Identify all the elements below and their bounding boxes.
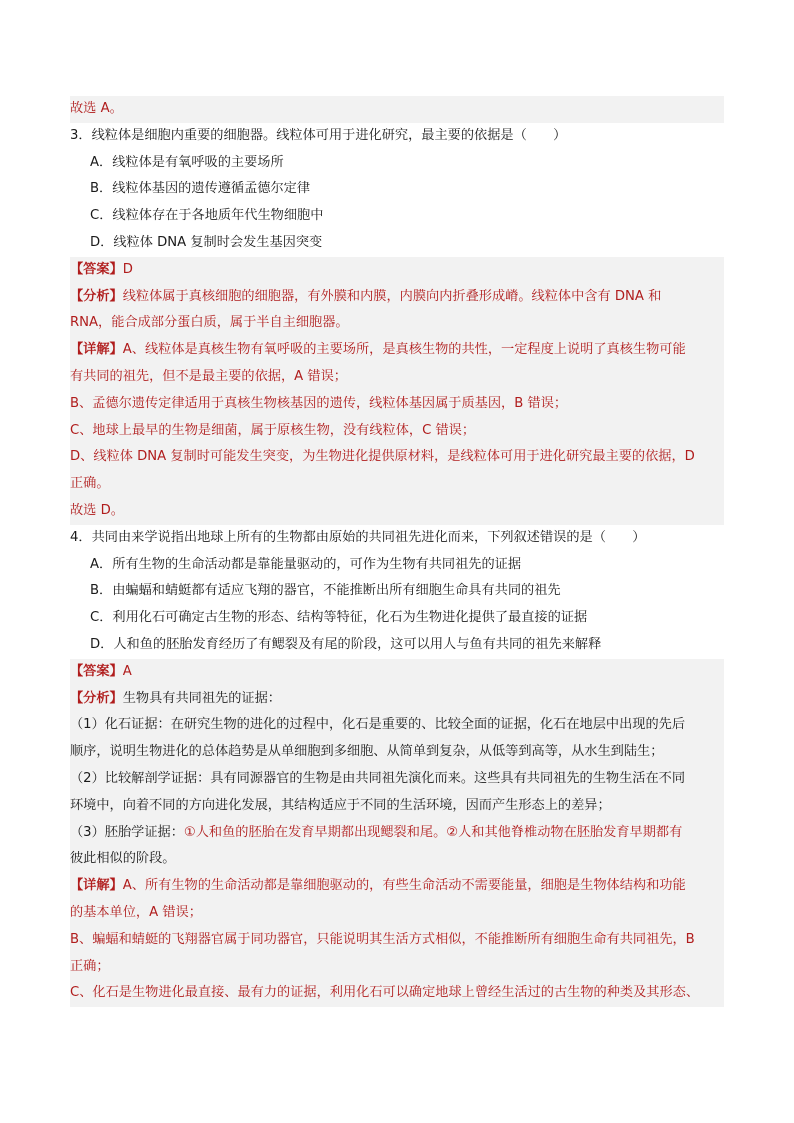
question-4-answer (70, 659, 724, 686)
question-4-detail-line-3: B、蝙蝠和蜻蜓的飞翔器官属于同功器官，只能说明其生活方式相似，不能推断所有细胞生命有共同祖先，B (70, 931, 695, 947)
question-4-analysis-embryo (70, 820, 724, 847)
question-4-option-a: A．所有生物的生命活动都是靠能量驱动的，可作为生物有共同祖先的证据 (90, 556, 522, 572)
question-4-detail-line-5: C、化石是生物进化最直接、最有力的证据，利用化石可以确定地球上曾经生活过的古生物的种类及其形态、 (70, 985, 700, 1001)
detail-tag: 【详解】 (70, 878, 123, 894)
question-3-option-d: D．线粒体 DNA 复制时会发生基因突变 (90, 234, 323, 250)
question-3-detail-line-6: 正确。 (70, 476, 110, 492)
analysis-text: 线粒体属于真核细胞的细胞器，有外膜和内膜，内膜向内折叠形成嵴。线粒体中含有 DNA 和 (122, 288, 662, 304)
question-4-option-c: C．利用化石可确定古生物的形态、结构等特征，化石为生物进化提供了最直接的证据 (90, 610, 588, 626)
detail-text: A、线粒体是真核生物有氧呼吸的主要场所，是真核生物的共性，一定程度上说明了真核生物可能 (122, 342, 686, 358)
question-4-detail-line-2: 的基本单位，A 错误； (70, 904, 202, 920)
question-4-solution (70, 659, 724, 1007)
question-3-stem: 3．线粒体是细胞内重要的细胞器。线粒体可用于进化研究，最主要的依据是（ ） (70, 127, 567, 143)
question-3-answer (70, 257, 724, 284)
detail-text: A、所有生物的生命活动都是靠细胞驱动的，有些生命活动不需要能量，细胞是生物体结构和功能 (122, 878, 686, 894)
answer-tag: 【答案】 (70, 261, 123, 277)
question-3-solution (70, 257, 724, 525)
question-4-option-b: B．由蝙蝠和蜻蜓都有适应飞翔的器官，不能推断出所有细胞生命具有共同的祖先 (90, 583, 561, 599)
question-4-analysis-line-1: （1）化石证据：在研究生物的进化的过程中，化石是重要的、比较全面的证据，化石在地层中出现的先后 (70, 717, 686, 733)
question-4-analysis-line-2: 顺序，说明生物进化的总体趋势是从单细胞到多细胞、从简单到复杂，从低等到高等，从水生到陆生； (70, 744, 664, 760)
previous-conclusion: 故选 A。 (70, 101, 123, 116)
document-page (70, 96, 724, 1007)
question-4-detail-line-1 (70, 873, 724, 900)
question-3-option-b: B．线粒体基因的遗传遵循孟德尔定律 (90, 181, 311, 197)
question-3-detail-line-1 (70, 337, 724, 364)
question-4-detail-line-4: 正确； (70, 958, 110, 974)
question-4-stem: 4．共同由来学说指出地球上所有的生物都由原始的共同祖先进化而来，下列叙述错误的是（ ） (70, 529, 646, 545)
analysis-tag: 【分析】 (70, 690, 123, 706)
answer-tag: 【答案】 (70, 663, 123, 679)
question-3 (70, 123, 724, 257)
question-3-option-a: A．线粒体是有氧呼吸的主要场所 (90, 154, 284, 170)
question-3-conclusion: 故选 D。 (70, 502, 124, 518)
analysis-text: 生物具有共同祖先的证据： (122, 690, 281, 706)
previous-answer-block (70, 96, 724, 123)
analysis-tag: 【分析】 (70, 288, 123, 304)
embryo-text: ①人和鱼的胚胎在发育早期都出现鳃裂和尾。②人和其他脊椎动物在胚胎发育早期都有 (183, 824, 683, 840)
question-3-detail-line-4: C、地球上最早的生物是细菌，属于原核生物，没有线粒体，C 错误； (70, 422, 476, 438)
question-4 (70, 525, 724, 659)
question-3-analysis-line-2: RNA，能合成部分蛋白质，属于半自主细胞器。 (70, 315, 349, 331)
question-3-detail-line-5: D、线粒体 DNA 复制时可能发生突变，为生物进化提供原材料，是线粒体可用于进化研究最主要的依据，D (70, 449, 695, 465)
embryo-heading: （3）胚胎学证据： (70, 824, 184, 840)
question-4-analysis-line-3: （2）比较解剖学证据：具有同源器官的生物是由共同祖先演化而来。这些具有共同祖先的生物生活在不同 (70, 770, 686, 786)
question-3-option-c: C．线粒体存在于各地质年代生物细胞中 (90, 208, 324, 224)
question-3-detail-line-3: B、孟德尔遗传定律适用于真核生物核基因的遗传，线粒体基因属于质基因，B 错误； (70, 395, 568, 411)
detail-tag: 【详解】 (70, 342, 123, 358)
question-4-analysis-line-4: 环境中，向着不同的方向进化发展，其结构适应于不同的生活环境，因而产生形态上的差异； (70, 797, 611, 813)
question-3-detail-line-2: 有共同的祖先，但不是最主要的依据，A 错误； (70, 368, 347, 384)
question-4-option-d: D．人和鱼的胚胎发育经历了有鳃裂及有尾的阶段，这可以用人与鱼有共同的祖先来解释 (90, 636, 602, 652)
question-3-analysis-line-1 (70, 284, 724, 311)
answer-value: A (122, 663, 132, 679)
question-4-analysis-intro (70, 686, 724, 713)
question-4-analysis-embryo-tail: 彼此相似的阶段。 (70, 851, 176, 867)
answer-value: D (122, 261, 133, 277)
